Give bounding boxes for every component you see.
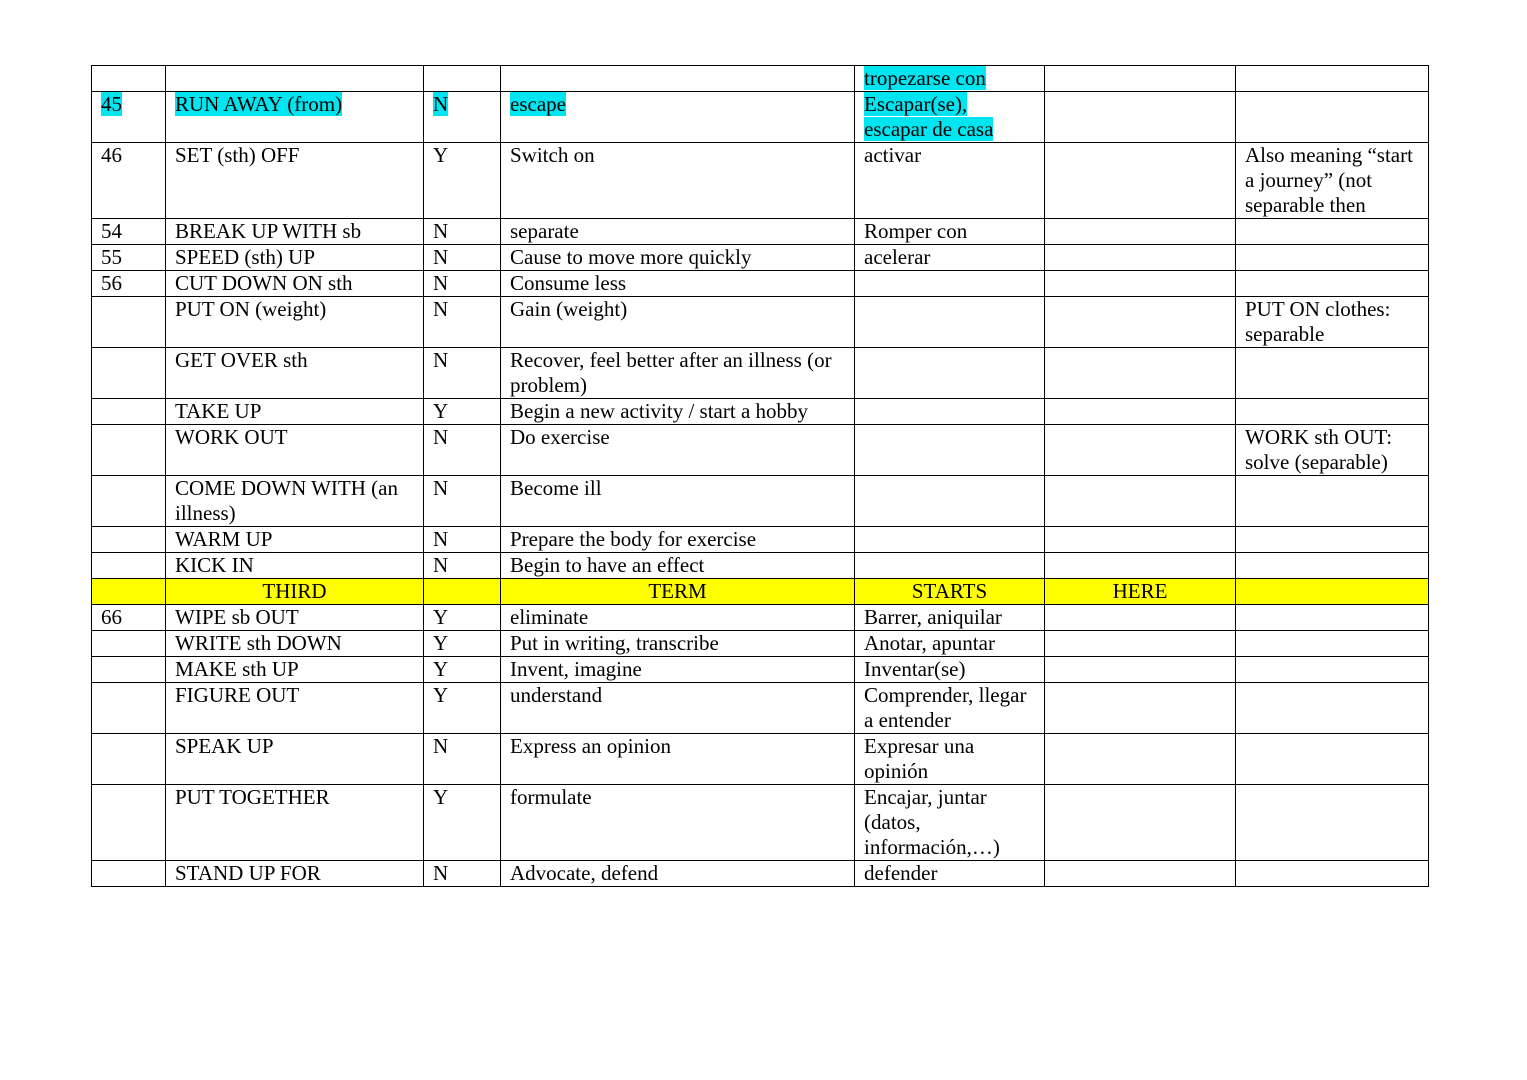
spanish-text: defender [864, 861, 938, 885]
meaning-text: formulate [510, 785, 592, 809]
table-row [92, 683, 1429, 734]
phrasal-verb-text: GET OVER sth [175, 348, 308, 372]
extra-cell [1045, 425, 1236, 476]
row-number-cell [92, 271, 166, 297]
separable-text: N [433, 861, 449, 885]
meaning-text: Consume less [510, 271, 627, 295]
meaning-text: Prepare the body for exercise [510, 527, 757, 551]
table-row [92, 553, 1429, 579]
separable-cell [424, 399, 501, 425]
spanish-text: Inventar(se) [864, 657, 966, 681]
row-number-text: 45 [101, 92, 122, 116]
meaning-cell [501, 219, 855, 245]
extra-cell [1045, 861, 1236, 887]
phrasal-verb-cell [166, 348, 424, 399]
separable-text: N [433, 348, 449, 372]
phrasal-verb-cell [166, 734, 424, 785]
phrasal-verbs-table [91, 65, 1429, 887]
separable-cell [424, 476, 501, 527]
row-number-text: 56 [101, 271, 122, 295]
extra-cell [1045, 785, 1236, 861]
spanish-cell [855, 476, 1045, 527]
spanish-cell [855, 657, 1045, 683]
notes-cell [1236, 66, 1429, 92]
phrasal-verb-text: PUT TOGETHER [175, 785, 330, 809]
extra-cell [1045, 399, 1236, 425]
notes-cell [1236, 219, 1429, 245]
spanish-cell [855, 631, 1045, 657]
meaning-cell [501, 527, 855, 553]
row-number-cell [92, 553, 166, 579]
spanish-cell [855, 579, 1045, 605]
meaning-cell [501, 271, 855, 297]
spanish-cell [855, 271, 1045, 297]
phrasal-verb-text: COME DOWN WITH (an illness) [175, 476, 398, 525]
notes-text: PUT ON clothes: separable [1245, 297, 1391, 346]
phrasal-verb-cell [166, 657, 424, 683]
separable-text: Y [433, 143, 449, 167]
meaning-text: understand [510, 683, 603, 707]
separable-cell [424, 579, 501, 605]
separable-text: N [433, 734, 449, 758]
extra-cell [1045, 657, 1236, 683]
spanish-text: Expresar una opinión [864, 734, 975, 783]
phrasal-verb-cell [166, 476, 424, 527]
separable-text: Y [433, 631, 449, 655]
spanish-cell [855, 861, 1045, 887]
extra-cell [1045, 245, 1236, 271]
separable-cell [424, 734, 501, 785]
table-row [92, 92, 1429, 143]
meaning-cell [501, 605, 855, 631]
meaning-cell [501, 553, 855, 579]
table-row [92, 271, 1429, 297]
extra-cell [1045, 553, 1236, 579]
spanish-text: Encajar, juntar (datos, información,…) [864, 785, 1000, 859]
phrasal-verb-cell [166, 527, 424, 553]
separable-text: Y [433, 657, 449, 681]
meaning-text: Cause to move more quickly [510, 245, 752, 269]
meaning-cell [501, 297, 855, 348]
table-row [92, 399, 1429, 425]
notes-cell [1236, 631, 1429, 657]
notes-cell [1236, 399, 1429, 425]
row-number-cell [92, 861, 166, 887]
notes-text: Also meaning “start a journey” (not separable then [1245, 143, 1413, 217]
spanish-text: tropezarse con [864, 66, 986, 90]
notes-cell [1236, 245, 1429, 271]
row-number-cell [92, 631, 166, 657]
spanish-cell [855, 245, 1045, 271]
phrasal-verb-text: CUT DOWN ON sth [175, 271, 353, 295]
extra-cell [1045, 631, 1236, 657]
separable-cell [424, 348, 501, 399]
row-number-cell [92, 657, 166, 683]
meaning-text: Become ill [510, 476, 602, 500]
phrasal-verb-text: TAKE UP [175, 399, 262, 423]
spanish-cell [855, 66, 1045, 92]
separable-text: Y [433, 399, 449, 423]
table-row [92, 219, 1429, 245]
row-number-cell [92, 734, 166, 785]
table-row [92, 861, 1429, 887]
spanish-text: STARTS [911, 579, 988, 603]
phrasal-verb-cell [166, 579, 424, 605]
table-row [92, 348, 1429, 399]
spanish-text: Barrer, aniquilar [864, 605, 1002, 629]
spanish-cell [855, 683, 1045, 734]
notes-cell [1236, 683, 1429, 734]
row-number-cell [92, 476, 166, 527]
row-number-cell [92, 425, 166, 476]
phrasal-verb-cell [166, 785, 424, 861]
phrasal-verb-text: BREAK UP WITH sb [175, 219, 362, 243]
spanish-text: Romper con [864, 219, 968, 243]
extra-cell [1045, 219, 1236, 245]
notes-cell [1236, 861, 1429, 887]
meaning-cell [501, 399, 855, 425]
meaning-text: Begin to have an effect [510, 553, 705, 577]
extra-cell [1045, 297, 1236, 348]
row-number-cell [92, 683, 166, 734]
notes-cell [1236, 553, 1429, 579]
extra-cell [1045, 527, 1236, 553]
row-number-cell [92, 348, 166, 399]
notes-cell [1236, 476, 1429, 527]
phrasal-verb-text: PUT ON (weight) [175, 297, 327, 321]
term-banner-row [92, 579, 1429, 605]
row-number-cell [92, 143, 166, 219]
phrasal-verb-text: FIGURE OUT [175, 683, 300, 707]
separable-cell [424, 527, 501, 553]
notes-cell [1236, 579, 1429, 605]
extra-cell [1045, 271, 1236, 297]
phrasal-verb-cell [166, 143, 424, 219]
separable-cell [424, 92, 501, 143]
meaning-cell [501, 683, 855, 734]
meaning-text: Recover, feel better after an illness (or problem) [510, 348, 832, 397]
separable-text: N [433, 553, 449, 577]
spanish-text: Comprender, llegar a entender [864, 683, 1027, 732]
meaning-cell [501, 785, 855, 861]
extra-cell [1045, 143, 1236, 219]
meaning-text: Do exercise [510, 425, 610, 449]
row-number-text: 54 [101, 219, 122, 243]
table-row [92, 143, 1429, 219]
notes-cell [1236, 271, 1429, 297]
phrasal-verb-cell [166, 553, 424, 579]
notes-cell [1236, 143, 1429, 219]
meaning-text: Begin a new activity / start a hobby [510, 399, 809, 423]
row-number-cell [92, 219, 166, 245]
spanish-cell [855, 734, 1045, 785]
table-row [92, 527, 1429, 553]
separable-text: N [433, 476, 449, 500]
separable-text: N [433, 271, 449, 295]
row-number-cell [92, 66, 166, 92]
spanish-text: acelerar [864, 245, 931, 269]
phrasal-verb-cell [166, 861, 424, 887]
row-number-cell [92, 527, 166, 553]
row-number-cell [92, 297, 166, 348]
notes-cell [1236, 734, 1429, 785]
separable-cell [424, 657, 501, 683]
extra-cell [1045, 92, 1236, 143]
table-row [92, 631, 1429, 657]
spanish-text: Escapar(se), escapar de casa [864, 92, 994, 141]
separable-text: N [433, 92, 449, 116]
notes-cell [1236, 527, 1429, 553]
separable-cell [424, 143, 501, 219]
extra-cell [1045, 683, 1236, 734]
separable-cell [424, 631, 501, 657]
spanish-text: activar [864, 143, 922, 167]
separable-cell [424, 425, 501, 476]
row-number-text: 46 [101, 143, 122, 167]
phrasal-verb-cell [166, 219, 424, 245]
notes-cell [1236, 92, 1429, 143]
separable-text: Y [433, 683, 449, 707]
meaning-text: escape [510, 92, 566, 116]
separable-cell [424, 297, 501, 348]
separable-cell [424, 605, 501, 631]
separable-text: Y [433, 785, 449, 809]
table-body [92, 66, 1429, 887]
row-number-cell [92, 399, 166, 425]
meaning-text: Advocate, defend [510, 861, 659, 885]
table-row [92, 297, 1429, 348]
meaning-text: Put in writing, transcribe [510, 631, 719, 655]
spanish-cell [855, 553, 1045, 579]
phrasal-verb-text: STAND UP FOR [175, 861, 321, 885]
extra-cell [1045, 605, 1236, 631]
meaning-text: Invent, imagine [510, 657, 642, 681]
meaning-cell [501, 143, 855, 219]
phrasal-verb-text: SPEED (sth) UP [175, 245, 316, 269]
spanish-text: Anotar, apuntar [864, 631, 995, 655]
spanish-cell [855, 785, 1045, 861]
notes-cell [1236, 425, 1429, 476]
row-number-text: 55 [101, 245, 122, 269]
spanish-cell [855, 425, 1045, 476]
phrasal-verb-cell [166, 66, 424, 92]
meaning-cell [501, 657, 855, 683]
separable-text: N [433, 219, 449, 243]
meaning-cell [501, 861, 855, 887]
row-number-cell [92, 92, 166, 143]
extra-cell [1045, 476, 1236, 527]
spanish-cell [855, 219, 1045, 245]
separable-text: Y [433, 605, 449, 629]
phrasal-verb-cell [166, 425, 424, 476]
phrasal-verb-text: WIPE sb OUT [175, 605, 299, 629]
row-number-cell [92, 605, 166, 631]
meaning-text: Express an opinion [510, 734, 671, 758]
row-number-cell [92, 579, 166, 605]
table-row [92, 785, 1429, 861]
separable-text: N [433, 425, 449, 449]
meaning-text: TERM [648, 579, 707, 603]
row-number-cell [92, 785, 166, 861]
spanish-cell [855, 527, 1045, 553]
table-row [92, 245, 1429, 271]
phrasal-verb-cell [166, 271, 424, 297]
meaning-text: separate [510, 219, 579, 243]
meaning-text: eliminate [510, 605, 589, 629]
phrasal-verb-text: THIRD [262, 579, 327, 603]
separable-cell [424, 861, 501, 887]
meaning-cell [501, 348, 855, 399]
table-row [92, 476, 1429, 527]
extra-cell [1045, 348, 1236, 399]
notes-cell [1236, 605, 1429, 631]
notes-text: WORK sth OUT: solve (separable) [1245, 425, 1393, 474]
row-number-text: 66 [101, 605, 122, 629]
separable-text: N [433, 297, 449, 321]
meaning-cell [501, 92, 855, 143]
phrasal-verb-cell [166, 683, 424, 734]
separable-cell [424, 245, 501, 271]
spanish-cell [855, 143, 1045, 219]
row-number-cell [92, 245, 166, 271]
phrasal-verb-cell [166, 631, 424, 657]
spanish-cell [855, 348, 1045, 399]
notes-cell [1236, 297, 1429, 348]
spanish-cell [855, 605, 1045, 631]
phrasal-verb-text: WRITE sth DOWN [175, 631, 342, 655]
meaning-cell [501, 425, 855, 476]
phrasal-verb-text: RUN AWAY (from) [175, 92, 343, 116]
phrasal-verb-cell [166, 605, 424, 631]
phrasal-verb-text: SET (sth) OFF [175, 143, 300, 167]
phrasal-verb-text: WARM UP [175, 527, 273, 551]
phrasal-verb-text: KICK IN [175, 553, 254, 577]
separable-text: N [433, 527, 449, 551]
extra-text: HERE [1112, 579, 1168, 603]
extra-cell [1045, 734, 1236, 785]
table-row [92, 605, 1429, 631]
table-row [92, 425, 1429, 476]
meaning-cell [501, 734, 855, 785]
separable-cell [424, 219, 501, 245]
spanish-cell [855, 297, 1045, 348]
meaning-cell [501, 631, 855, 657]
separable-text: N [433, 245, 449, 269]
phrasal-verb-cell [166, 399, 424, 425]
meaning-text: Switch on [510, 143, 595, 167]
table-row [92, 734, 1429, 785]
phrasal-verb-cell [166, 297, 424, 348]
separable-cell [424, 683, 501, 734]
spanish-cell [855, 399, 1045, 425]
meaning-text: Gain (weight) [510, 297, 628, 321]
extra-cell [1045, 579, 1236, 605]
meaning-cell [501, 66, 855, 92]
notes-cell [1236, 657, 1429, 683]
meaning-cell [501, 245, 855, 271]
separable-cell [424, 785, 501, 861]
phrasal-verb-text: MAKE sth UP [175, 657, 299, 681]
phrasal-verb-cell [166, 92, 424, 143]
notes-cell [1236, 785, 1429, 861]
meaning-cell [501, 476, 855, 527]
table-row [92, 657, 1429, 683]
table-row [92, 66, 1429, 92]
notes-cell [1236, 348, 1429, 399]
separable-cell [424, 553, 501, 579]
phrasal-verb-text: SPEAK UP [175, 734, 274, 758]
spanish-cell [855, 92, 1045, 143]
meaning-cell [501, 579, 855, 605]
separable-cell [424, 271, 501, 297]
phrasal-verb-cell [166, 245, 424, 271]
separable-cell [424, 66, 501, 92]
phrasal-verb-text: WORK OUT [175, 425, 288, 449]
extra-cell [1045, 66, 1236, 92]
